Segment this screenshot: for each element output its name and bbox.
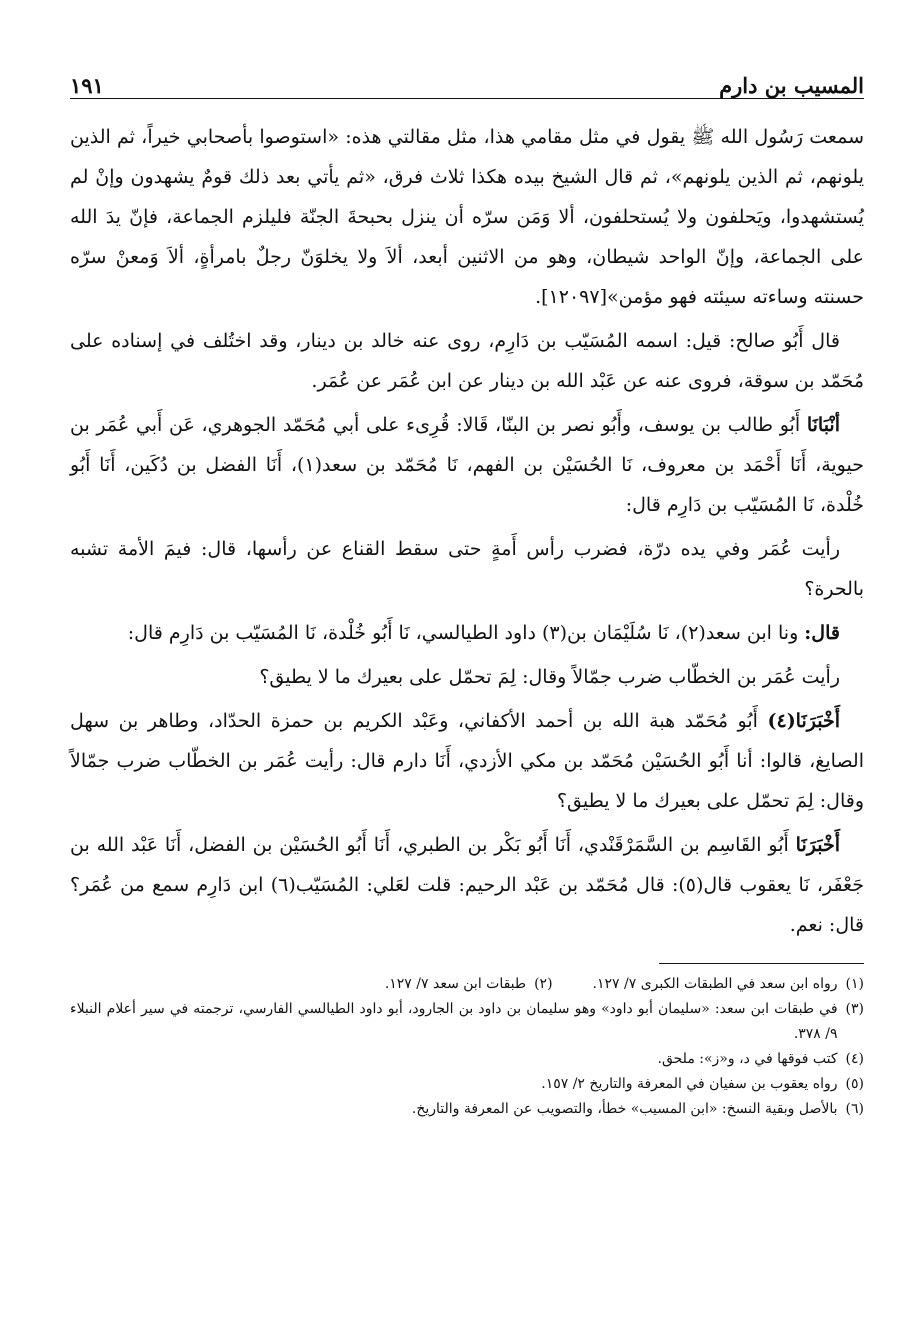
footnote [70, 1072, 864, 1097]
paragraph [70, 529, 864, 609]
footnote-text: طبقات ابن سعد ٧/ ١٢٧. [384, 976, 527, 992]
paragraph-text: سمعت رَسُول الله ﷺ يقول في مثل مقامي هذا، مثل مقالتي هذه: «استوصوا بأصحابي خيراً، ثم الذين يلونهم، ثم الذين يلونهم»، ثم قال الشيخ بيده هكذا ثلاث فرق، «ثم يأتي بعد ذلك قومٌ يشهدون وإنْ لم يُستشهدوا، ويَحلفون ولا يُستحلفون، ألا وَمَن سرّه أن ينزل بحبحةَ الجنّة فليلزم الجماعة، فإنّ يدَ الله على الجماعة، وإنّ الواحد شيطان، وهو من الاثنين أبعد، ألاَ ولا يخلوَنّ رجلٌ بامرأةٍ، ألاَ وَمعنْ سرّه حسنته وساءته سيئته فهو مؤمن»[١٢٠٩٧]. [70, 126, 864, 308]
footnote [385, 972, 553, 997]
footnote-number: (٥) [845, 1076, 864, 1092]
footnote-text: بالأصل وبقية النسخ: «ابن المسيب» خطأ، والتصويب عن المعرفة والتاريخ. [411, 1101, 838, 1117]
paragraph [70, 405, 864, 525]
main-text [70, 117, 864, 945]
paragraph [70, 825, 864, 945]
footnote [70, 997, 864, 1047]
paragraph-lead: أَخْبَرَنَا [795, 834, 840, 856]
paragraph [70, 613, 864, 653]
paragraph-text: أَبُو القَاسِم بن السَّمَرْقَنْدي، أَنَا أَبُو بَكْر بن الطبري، أَنَا أَبُو الحُسَيْن بن الفضل، أَنَا عَبْد الله بن جَعْفَر، نَا يعقوب قال(٥): قال مُحَمّد بن عَبْد الرحيم: قلت لعَلي: المُسَيّب(٦) ابن دَارِم سمع من عُمَر؟ قال: نعم. [70, 834, 864, 936]
footnote [70, 1097, 864, 1122]
footnote [70, 1047, 864, 1072]
footnote-number: (٦) [845, 1101, 864, 1117]
paragraph [70, 117, 864, 317]
footnote-text: كتب فوقها في د، و«ز»: ملحق. [657, 1051, 838, 1067]
footnote-number: (٤) [845, 1051, 864, 1067]
footnote-text: في طبقات ابن سعد: «سليمان أبو داود» وهو سليمان بن داود بن الجارود، أبو داود الطيالسي الفارسي، ترجمته في سير أعلام النبلاء ٩/ ٣٧٨. [70, 1001, 838, 1042]
paragraph-text: ونا ابن سعد(٢)، نَا سُلَيْمَان بن(٣) داود الطيالسي، نَا أَبُو خُلْدة، نَا المُسَيّب بن دَارِم قال: [127, 622, 799, 644]
paragraph-text: رأيت عُمَر بن الخطّاب ضرب جمّالاً وقال: لِمَ تحمّل على بعيرك ما لا يطيق؟ [259, 666, 840, 688]
footnote-divider [659, 963, 864, 964]
footnote-text: رواه ابن سعد في الطبقات الكبرى ٧/ ١٢٧. [592, 976, 838, 992]
footnote-text: رواه يعقوب بن سفيان في المعرفة والتاريخ ٢/ ١٥٧. [541, 1076, 838, 1092]
page-number: ١٩١ [70, 73, 104, 98]
paragraph-text: أَبُو مُحَمّد هبة الله بن أحمد الأكفاني، وعَبْد الكريم بن حمزة الحدّاد، وطاهر بن سهل الصايغ، قالوا: أنا أَبُو الحُسَيْن مُحَمّد بن مكي الأزدي، أَنَا دارم قال: رأيت عُمَر بن الخطّاب ضرب جمّالاً وقال: لِمَ تحمّل على بعيرك ما لا يطيق؟ [70, 710, 864, 812]
footnote [593, 972, 864, 997]
footnotes [70, 972, 864, 1122]
running-header [70, 58, 864, 99]
paragraph-lead: أَخْبَرَنَا(٤) [767, 710, 840, 732]
paragraph-lead: أنْبَانَا [806, 414, 840, 436]
paragraph [70, 657, 864, 697]
paragraph-text: رأيت عُمَر وفي يده درّة، فضرب رأس أَمةٍ حتى سقط القناع عن رأسها، قال: فيمَ الأمة تشبه بالحرة؟ [70, 538, 864, 600]
footnote-number: (١) [845, 976, 864, 992]
running-title: المسيب بن دارم [719, 73, 864, 98]
footnote-number: (٣) [845, 1001, 864, 1017]
paragraph [70, 701, 864, 821]
paragraph-lead: قال: [804, 622, 840, 644]
book-page [70, 58, 864, 1122]
paragraph [70, 321, 864, 401]
footnote-number: (٢) [534, 976, 553, 992]
footnote-row [70, 972, 864, 997]
paragraph-text: قال أَبُو صالح: قيل: اسمه المُسَيّب بن دَارِم، روى عنه خالد بن دينار، وقد اختُلف في إسناده على مُحَمّد بن سوقة، فروى عنه عن عَبْد الله بن دينار عن ابن عُمَر عن عُمَر. [70, 330, 864, 392]
paragraph-text: أَبُو طالب بن يوسف، وأَبُو نصر بن البنّا، قَالا: قُرِىء على أبي مُحَمّد الجوهري، عَن أَبي عُمَر بن حيوية، أَنَا أَحْمَد بن معروف، نَا الحُسَيْن بن الفهم، نَا مُحَمّد بن سعد(١)، أَنَا الفضل بن دُكَين، أَنَا أَبُو خُلْدة، نَا المُسَيّب بن دَارِم قال: [70, 414, 864, 516]
